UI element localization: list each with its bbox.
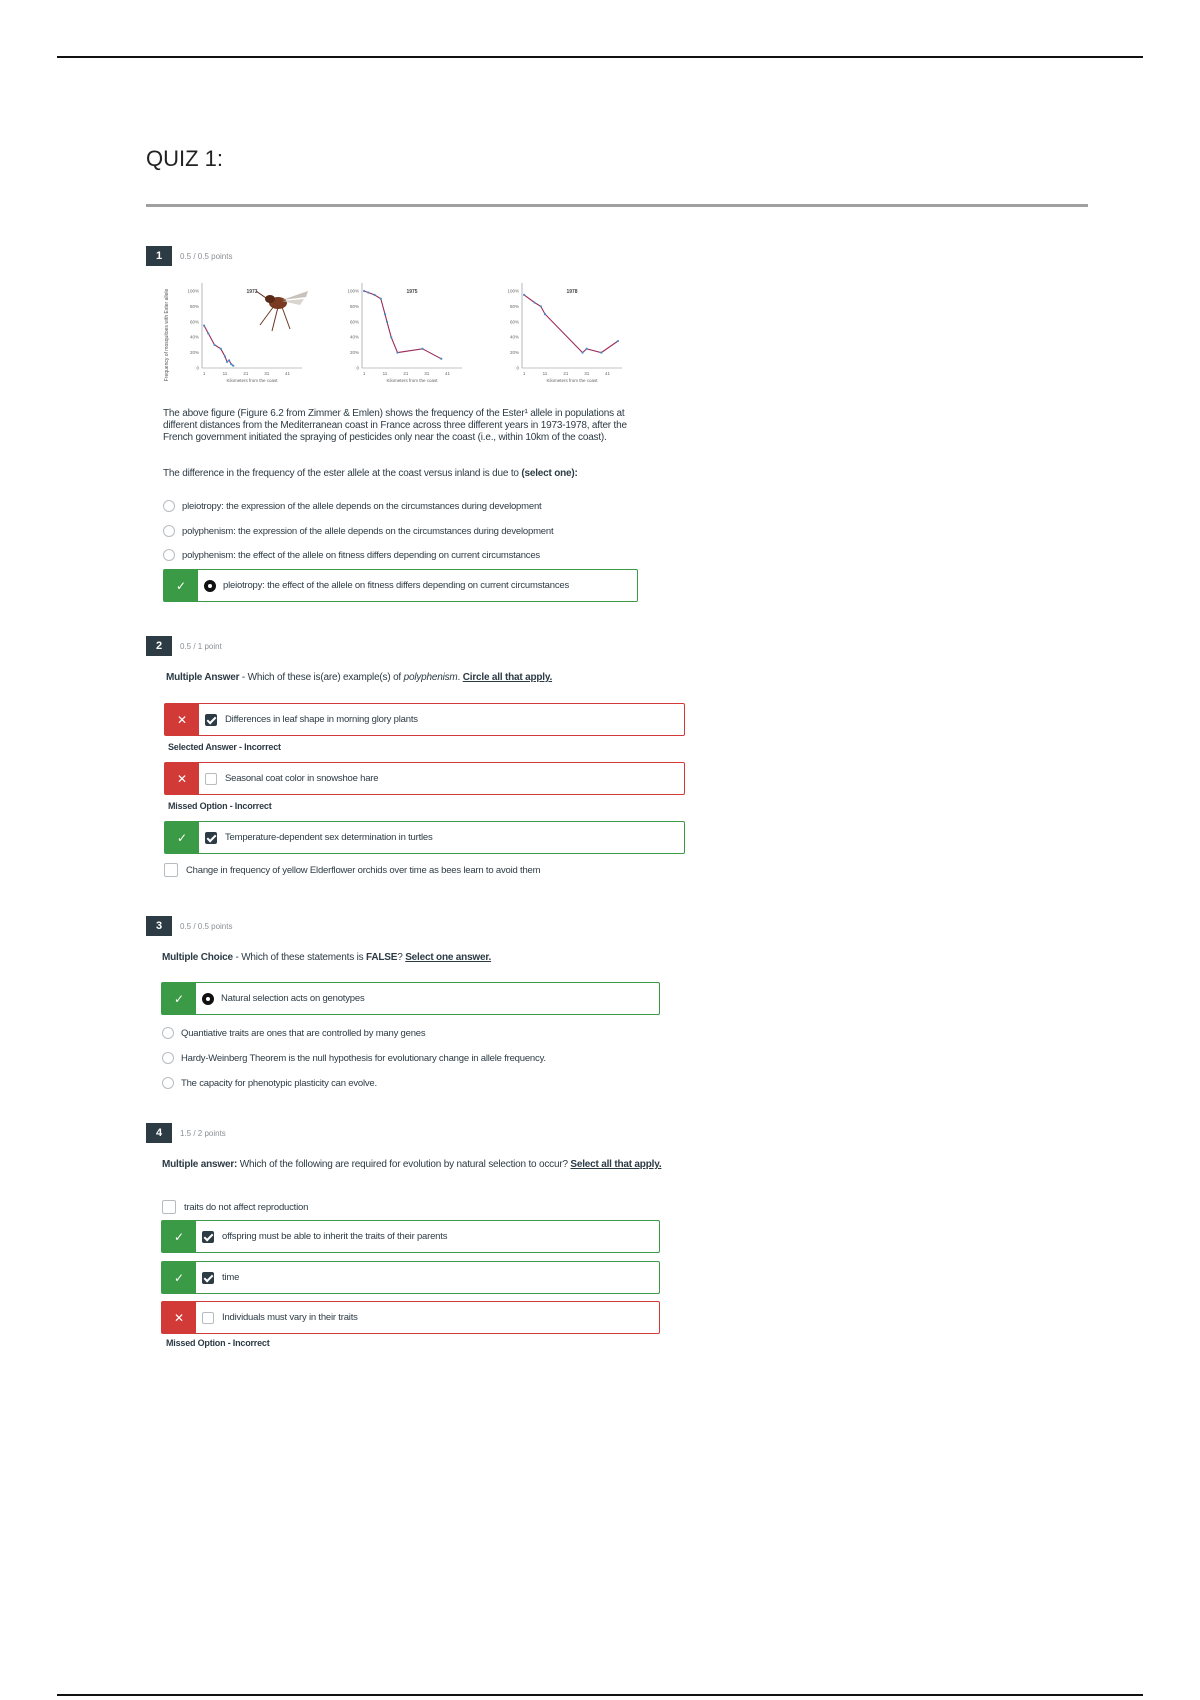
question-header [146, 1122, 226, 1144]
q3-option-3[interactable] [162, 1052, 546, 1064]
mosquito-icon [256, 291, 308, 331]
checkbox[interactable] [202, 1312, 214, 1324]
option-label: offspring must be able to inherit the traits of their parents [222, 1231, 448, 1242]
radio-button[interactable] [163, 525, 175, 537]
y-tick-label: 60% [189, 319, 199, 325]
x-tick-label: 1 [522, 371, 526, 376]
question-number: 2 [146, 636, 172, 656]
q1-option-3[interactable] [163, 549, 540, 561]
data-point [544, 313, 546, 315]
option-label: polyphenism: the effect of the allele on fitness differs depending on current circumstances [182, 549, 540, 561]
q2-option-1-incorrect[interactable] [164, 703, 685, 736]
q4-option-3-correct[interactable] [161, 1261, 660, 1294]
data-point [220, 348, 222, 350]
option-label: Temperature-dependent sex determination in turtles [225, 832, 433, 843]
bottom-rule [57, 1694, 1143, 1696]
data-point [228, 359, 230, 361]
data-point [440, 358, 442, 360]
y-tick-label: 80% [509, 303, 519, 309]
q3-option-1-correct[interactable] [161, 982, 660, 1015]
q1-prompt [163, 468, 633, 480]
q3-stem-bold: FALSE [366, 952, 398, 963]
y-tick-label: 100% [507, 288, 519, 294]
x-tick-label: 11 [542, 371, 548, 376]
checkbox[interactable] [164, 863, 178, 877]
q2-lead: Multiple Answer [166, 672, 240, 683]
data-point [384, 313, 386, 315]
top-rule [57, 56, 1143, 58]
figure-ylabel: Frequency of mosquitoes with Ester allele [164, 288, 170, 382]
x-axis-label: Kilometers from the coast [546, 378, 598, 383]
q4-option-1[interactable] [162, 1200, 308, 1214]
q2-stem-tail: . [457, 672, 463, 683]
q4-stem-text: Which of the following are required for evolution by natural selection to occur? [237, 1159, 571, 1170]
x-tick-label: 31 [424, 371, 430, 376]
data-point [586, 348, 588, 350]
check-icon: ✓ [162, 1262, 196, 1293]
q2-option-2-incorrect[interactable] [164, 762, 685, 795]
data-point [367, 291, 369, 293]
q3-stem-underline: Select one answer. [405, 952, 492, 963]
x-tick-label: 41 [605, 371, 611, 376]
frequency-curve [364, 291, 441, 359]
data-point [386, 321, 388, 323]
x-tick-label: 21 [243, 371, 249, 376]
q2-stem [166, 672, 686, 684]
q3-option-4[interactable] [162, 1077, 377, 1089]
radio-button[interactable] [162, 1077, 174, 1089]
data-point [213, 344, 215, 346]
option-label: pleiotropy: the expression of the allele depends on the circumstances during development [182, 500, 542, 512]
radio-button[interactable] [163, 549, 175, 561]
q3-option-2[interactable] [162, 1027, 425, 1039]
option-label: traits do not affect reproduction [184, 1201, 309, 1213]
checkbox-checked[interactable] [202, 1231, 214, 1243]
data-point [617, 340, 619, 342]
data-point [390, 336, 392, 338]
q2-stem-italic: polyphenism [403, 672, 458, 683]
x-tick-label: 31 [584, 371, 590, 376]
y-tick-label: 60% [509, 319, 519, 325]
x-tick-label: 11 [222, 371, 228, 376]
x-icon: ✕ [165, 704, 199, 735]
q2-note-missed: Missed Option - Incorrect [168, 801, 272, 811]
radio-button-selected[interactable] [202, 993, 214, 1005]
y-tick-label: 0 [516, 365, 519, 371]
y-tick-label: 80% [189, 303, 199, 309]
data-point [380, 298, 382, 300]
x-tick-label: 21 [563, 371, 569, 376]
q2-stem-underline: Circle all that apply. [462, 672, 553, 683]
x-tick-label: 11 [382, 371, 388, 376]
question-points: 0.5 / 1 point [180, 641, 222, 651]
y-tick-label: 20% [349, 350, 359, 356]
q2-note-selected: Selected Answer - Incorrect [168, 742, 281, 752]
check-icon: ✓ [162, 983, 196, 1014]
q1-option-4-correct[interactable] [163, 569, 638, 602]
x-tick-label: 41 [285, 371, 291, 376]
x-axis-label: Kilometers from the coast [386, 378, 438, 383]
question-number: 1 [146, 246, 172, 266]
option-label: Differences in leaf shape in morning glory plants [225, 714, 418, 725]
panel-year: 1975 [406, 289, 418, 295]
option-label: Quantiative traits are ones that are controlled by many genes [181, 1027, 426, 1039]
q4-lead: Multiple answer: [162, 1159, 238, 1170]
data-point [363, 290, 365, 292]
q2-option-4[interactable] [164, 863, 540, 877]
x-icon: ✕ [162, 1302, 196, 1333]
checkbox-checked[interactable] [205, 714, 217, 726]
radio-button-selected[interactable] [204, 580, 216, 592]
q4-option-2-correct[interactable] [161, 1220, 660, 1253]
radio-button[interactable] [162, 1027, 174, 1039]
q4-option-4-incorrect[interactable] [161, 1301, 660, 1334]
q1-prompt-bold: (select one): [521, 468, 578, 479]
y-tick-label: 40% [189, 334, 199, 340]
y-tick-label: 100% [347, 288, 359, 294]
data-point [226, 361, 228, 363]
data-point [203, 325, 205, 327]
data-point [540, 305, 542, 307]
y-tick-label: 100% [187, 288, 199, 294]
check-icon: ✓ [162, 1221, 196, 1252]
radio-button[interactable] [163, 500, 175, 512]
question-points: 0.5 / 0.5 points [180, 921, 233, 931]
y-tick-label: 20% [509, 350, 519, 356]
check-icon: ✓ [164, 570, 198, 601]
y-tick-label: 20% [189, 350, 199, 356]
y-tick-label: 0 [196, 365, 199, 371]
x-tick-label: 31 [264, 371, 270, 376]
option-label: The capacity for phenotypic plasticity can evolve. [181, 1077, 377, 1089]
option-label: Natural selection acts on genotypes [221, 993, 365, 1004]
data-point [581, 352, 583, 354]
y-tick-label: 40% [509, 334, 519, 340]
panel-year: 1978 [566, 289, 578, 295]
option-label: Hardy-Weinberg Theorem is the null hypothesis for evolutionary change in allele frequency. [181, 1052, 546, 1064]
q1-prompt-text: The difference in the frequency of the ester allele at the coast versus inland is due to [163, 468, 522, 479]
option-label: pleiotropy: the effect of the allele on fitness differs depending on current circumstances [223, 580, 570, 591]
title-divider [146, 204, 1088, 207]
q3-stem-q: ? [397, 952, 406, 963]
data-point [600, 352, 602, 354]
question-number: 3 [146, 916, 172, 936]
data-point [207, 332, 209, 334]
y-tick-label: 40% [349, 334, 359, 340]
page-title: QUIZ 1: [146, 146, 224, 171]
question-points: 1.5 / 2 points [180, 1128, 226, 1138]
y-tick-label: 60% [349, 319, 359, 325]
q2-stem-text: - Which of these is(are) example(s) of [239, 672, 404, 683]
q1-option-1[interactable] [163, 500, 541, 512]
x-icon: ✕ [165, 763, 199, 794]
q3-stem [162, 952, 662, 964]
x-tick-label: 1 [362, 371, 366, 376]
x-tick-label: 41 [445, 371, 451, 376]
question-header [146, 245, 232, 267]
data-point [230, 363, 232, 365]
checkbox[interactable] [205, 773, 217, 785]
question-header [146, 915, 232, 937]
ester-allele-figure [160, 275, 640, 395]
checkbox[interactable] [162, 1200, 176, 1214]
data-point [421, 348, 423, 350]
q1-stem: The above figure (Figure 6.2 from Zimmer & Emlen) shows the frequency of the Ester¹ allele in populations at different distances from the Mediterranean coast in France across three different years in 1973-1978, after the French government initiated the spraying of pesticides only near the coast (i.e., within 10km of the coast). [163, 408, 627, 443]
radio-button[interactable] [162, 1052, 174, 1064]
option-label: polyphenism: the expression of the allele depends on the circumstances during development [182, 525, 554, 537]
question-number: 4 [146, 1123, 172, 1143]
option-label: Change in frequency of yellow Elderflower orchids over time as bees learn to avoid them [186, 864, 541, 876]
frequency-curve [524, 295, 618, 353]
question-points: 0.5 / 0.5 points [180, 251, 233, 261]
q2-option-3-correct[interactable] [164, 821, 685, 854]
checkbox-checked[interactable] [205, 832, 217, 844]
data-point [396, 352, 398, 354]
data-point [533, 301, 535, 303]
checkbox-checked[interactable] [202, 1272, 214, 1284]
x-axis-label: Kilometers from the coast [226, 378, 278, 383]
x-tick-label: 21 [403, 371, 409, 376]
data-point [224, 355, 226, 357]
y-tick-label: 0 [356, 365, 359, 371]
q4-note-missed: Missed Option - Incorrect [166, 1338, 270, 1348]
option-label: Individuals must vary in their traits [222, 1312, 358, 1323]
data-point [232, 365, 234, 367]
data-point [373, 294, 375, 296]
q1-option-2[interactable] [163, 525, 553, 537]
data-point [523, 294, 525, 296]
question-header [146, 635, 222, 657]
q3-stem-text: - Which of these statements is [232, 952, 367, 963]
y-tick-label: 80% [349, 303, 359, 309]
q4-stem [162, 1159, 662, 1171]
q3-lead: Multiple Choice [162, 952, 233, 963]
check-icon: ✓ [165, 822, 199, 853]
x-tick-label: 1 [202, 371, 206, 376]
option-label: Seasonal coat color in snowshoe hare [225, 773, 379, 784]
q4-stem-underline: Select all that apply. [570, 1159, 662, 1170]
panel-year: 1973 [246, 289, 258, 295]
option-label: time [222, 1272, 240, 1283]
